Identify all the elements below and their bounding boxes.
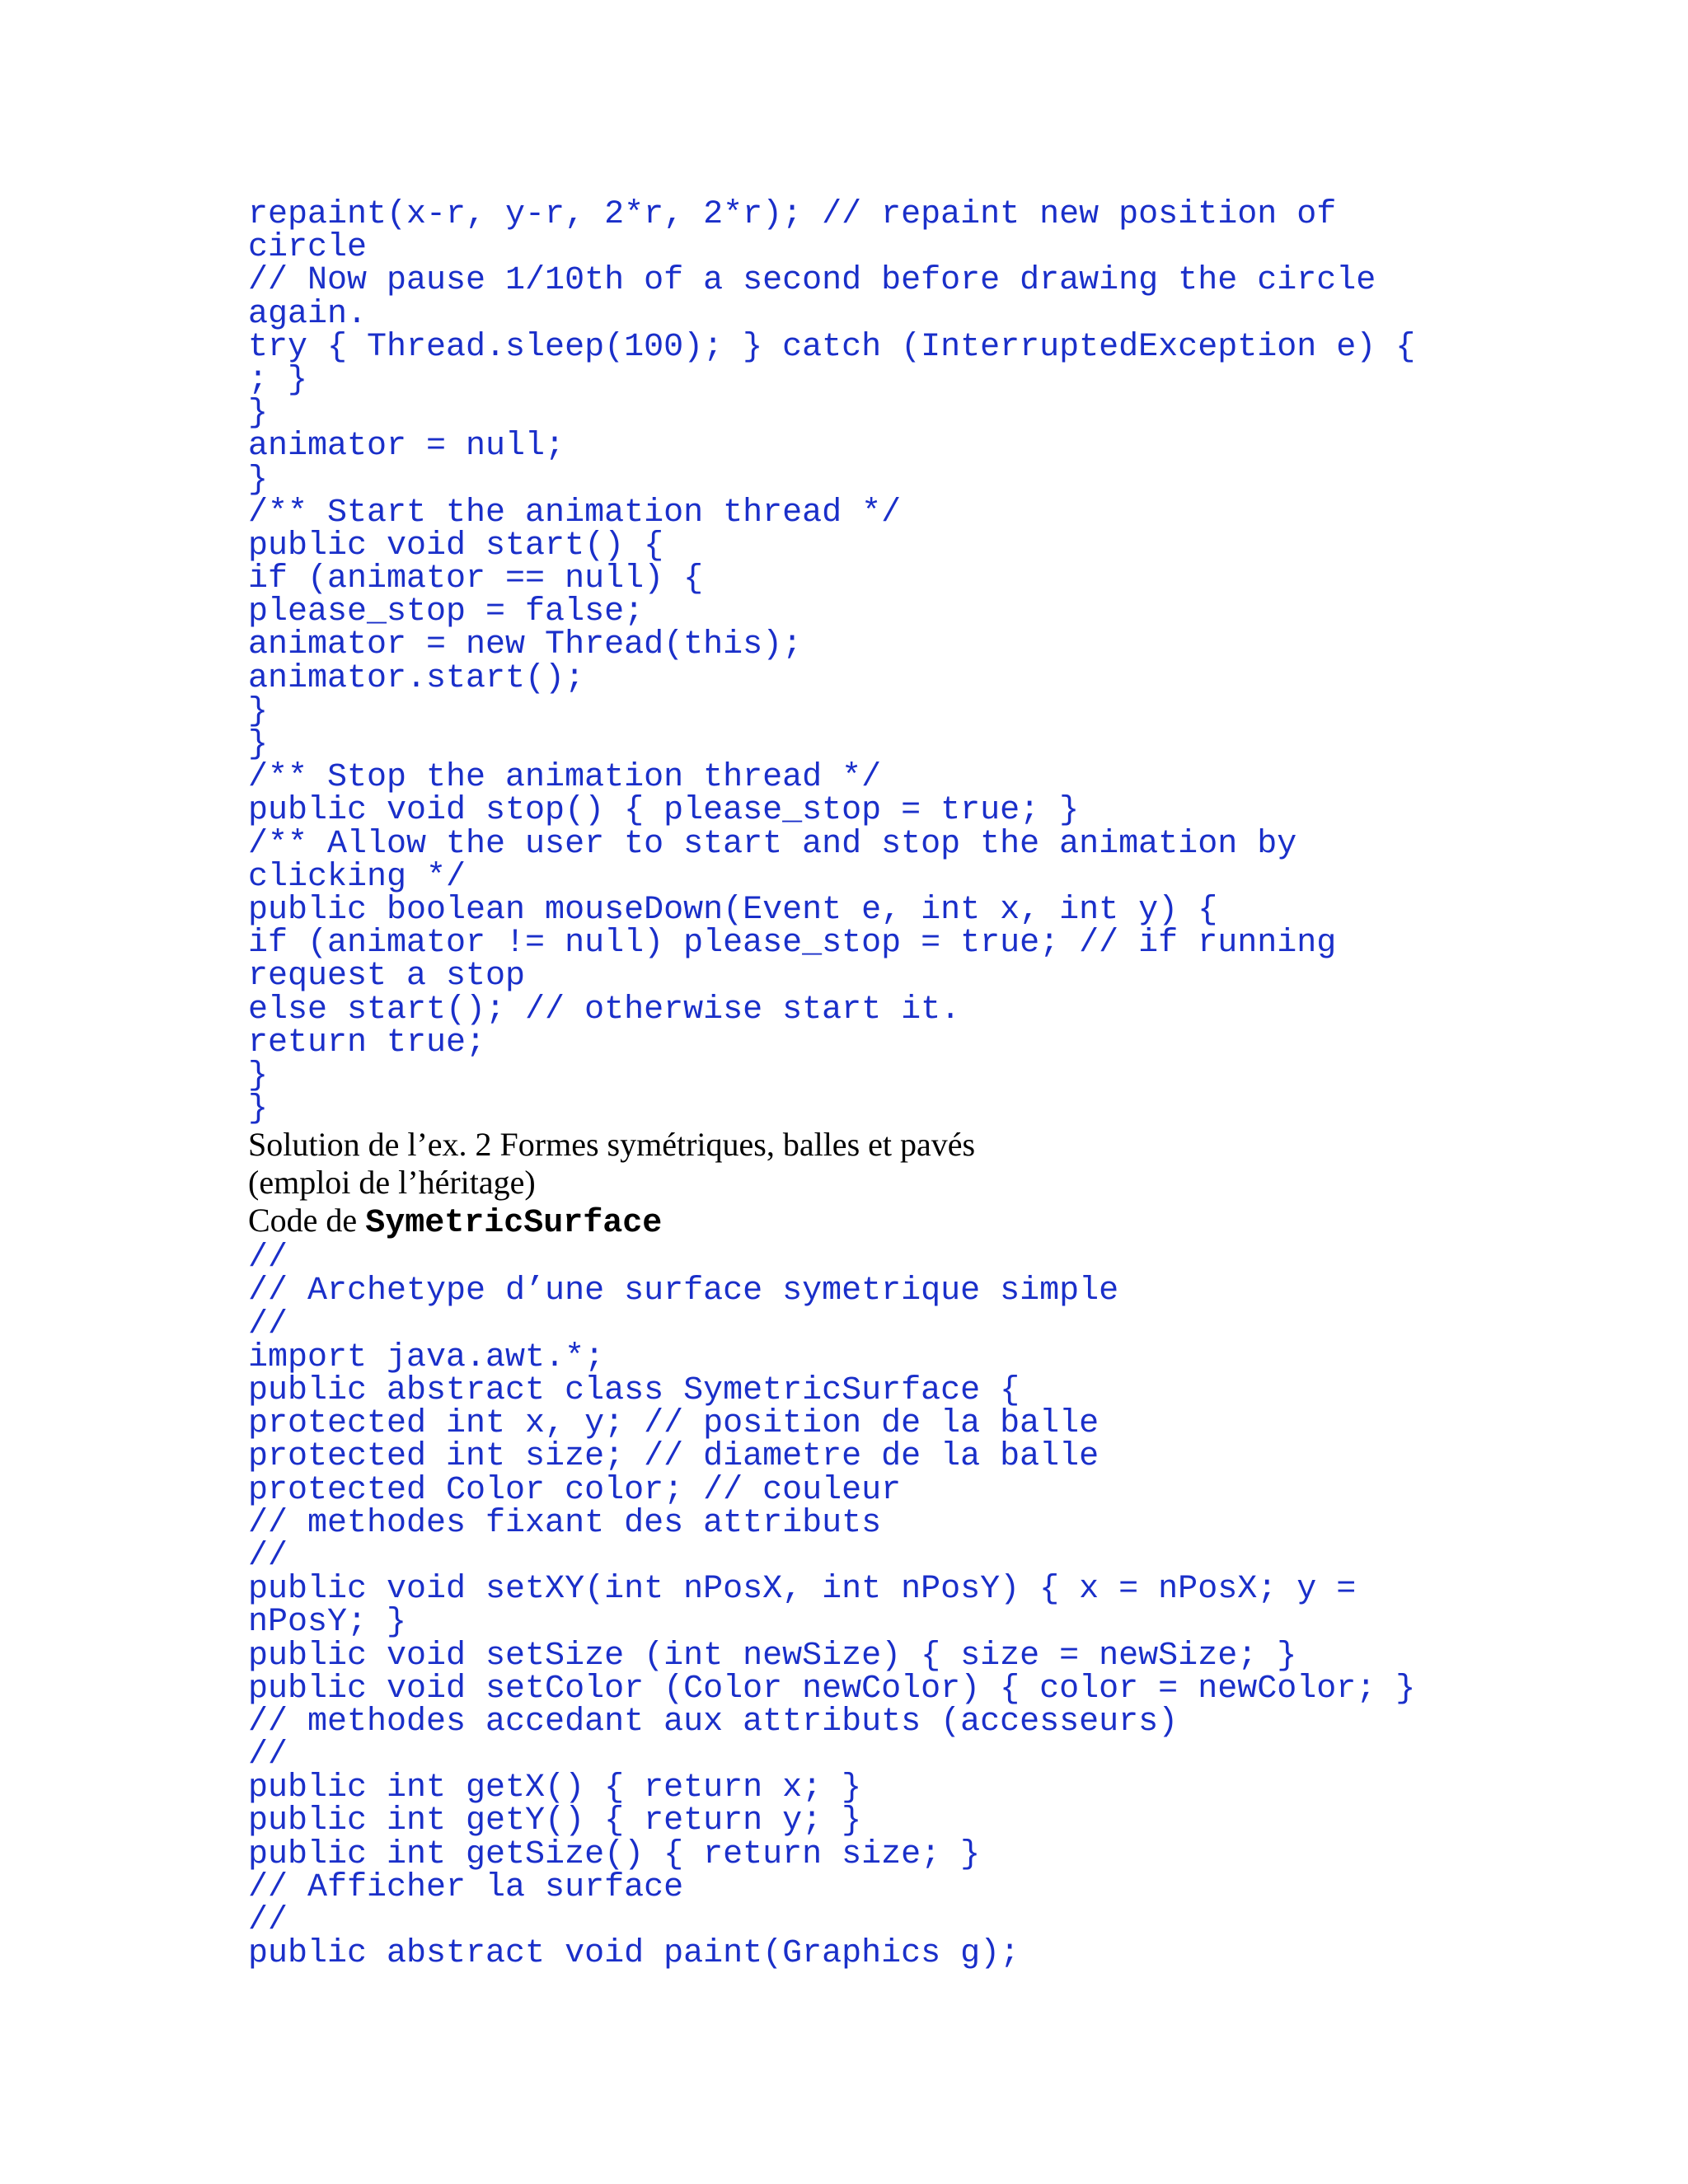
code-line: } bbox=[248, 692, 269, 730]
code-line: import java.awt.*; bbox=[248, 1338, 605, 1376]
code-line: animator = null; bbox=[248, 428, 565, 466]
code-line: return true; bbox=[248, 1024, 486, 1062]
code-line: nPosY; } bbox=[248, 1604, 407, 1642]
code-line: public void setColor (Color newColor) { color = newColor; } bbox=[248, 1670, 1416, 1708]
section-title-line: Solution de l’ex. 2 Formes symétriques, balles et pavés bbox=[248, 1126, 976, 1164]
code-line: // Now pause 1/10th of a second before drawing the circle bbox=[248, 262, 1376, 300]
code-block-animation bbox=[248, 196, 1484, 1128]
document-page bbox=[248, 196, 1484, 1973]
code-line: protected Color color; // couleur bbox=[248, 1471, 902, 1509]
code-line: if (animator == null) { bbox=[248, 560, 704, 598]
code-line: // bbox=[248, 1537, 288, 1575]
code-line: } bbox=[248, 1057, 269, 1094]
caption-prefix: Code de bbox=[248, 1202, 366, 1240]
code-line: protected int x, y; // position de la balle bbox=[248, 1405, 1100, 1443]
code-line: } bbox=[248, 461, 269, 499]
code-line: public abstract class SymetricSurface { bbox=[248, 1372, 1020, 1409]
code-line: public boolean mouseDown(Event e, int x, int y) { bbox=[248, 891, 1218, 929]
code-line: } bbox=[248, 726, 269, 763]
code-line: // bbox=[248, 1305, 288, 1343]
code-line: // bbox=[248, 1902, 288, 1939]
code-line: clicking */ bbox=[248, 858, 467, 896]
code-line: public void start() { bbox=[248, 527, 664, 565]
code-line: /** Allow the user to start and stop the animation by bbox=[248, 825, 1297, 863]
code-line: protected int size; // diametre de la balle bbox=[248, 1438, 1100, 1476]
code-line: } bbox=[248, 1090, 269, 1128]
code-line: // Archetype d’une surface symetrique simple bbox=[248, 1272, 1119, 1310]
code-line: animator.start(); bbox=[248, 659, 585, 697]
code-line: public void setSize (int newSize) { size = newSize; } bbox=[248, 1637, 1297, 1675]
code-line: public void setXY(int nPosX, int nPosY) { x = nPosX; y = bbox=[248, 1571, 1357, 1609]
section-code-caption bbox=[248, 1202, 1484, 1242]
code-line: public void stop() { please_stop = true; } bbox=[248, 792, 1080, 830]
code-line: // methodes fixant des attributs bbox=[248, 1504, 882, 1542]
code-line: circle bbox=[248, 229, 368, 267]
code-line: public int getX() { return x; } bbox=[248, 1769, 862, 1807]
code-line: public int getY() { return y; } bbox=[248, 1802, 862, 1840]
code-line: public int getSize() { return size; } bbox=[248, 1835, 981, 1873]
code-line: } bbox=[248, 395, 269, 433]
code-line: ; } bbox=[248, 361, 308, 399]
section-heading bbox=[248, 1126, 1484, 1242]
caption-class-name: SymetricSurface bbox=[365, 1205, 663, 1243]
code-line: repaint(x-r, y-r, 2*r, 2*r); // repaint new position of bbox=[248, 196, 1337, 233]
code-line: /** Start the animation thread */ bbox=[248, 494, 902, 532]
code-line: else start(); // otherwise start it. bbox=[248, 991, 961, 1029]
code-line: please_stop = false; bbox=[248, 593, 645, 631]
code-line: try { Thread.sleep(100); } catch (InterruptedException e) { bbox=[248, 328, 1416, 366]
code-line: // methodes accedant aux attributs (accesseurs) bbox=[248, 1703, 1179, 1741]
code-line: if (animator != null) please_stop = true; // if running bbox=[248, 925, 1337, 963]
code-line: /** Stop the animation thread */ bbox=[248, 759, 882, 797]
code-line: public abstract void paint(Graphics g); bbox=[248, 1935, 1020, 1973]
code-line: animator = new Thread(this); bbox=[248, 626, 803, 664]
code-line: request a stop bbox=[248, 958, 526, 996]
section-subtitle-line: (emploi de l’héritage) bbox=[248, 1164, 536, 1202]
code-line: // bbox=[248, 1736, 288, 1774]
code-block-symetric-surface bbox=[248, 1242, 1484, 1971]
code-line: // Afficher la surface bbox=[248, 1868, 684, 1906]
code-line: // bbox=[248, 1240, 288, 1277]
code-line: again. bbox=[248, 295, 368, 333]
